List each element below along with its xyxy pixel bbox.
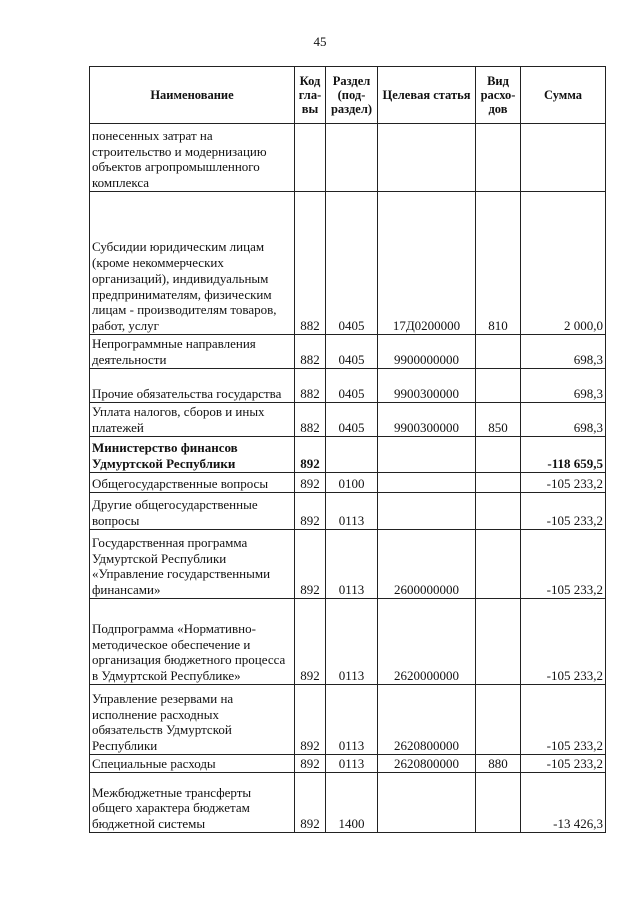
cell-target: [378, 493, 476, 530]
cell-chapter: 882: [295, 369, 326, 403]
cell-section: 0113: [326, 755, 378, 773]
table-row: [90, 192, 606, 335]
page-number: 45: [313, 34, 327, 49]
cell-name: Министерство финансов Удмуртской Республики: [90, 437, 295, 473]
cell-chapter: 892: [295, 437, 326, 473]
cell-type: [476, 599, 521, 685]
header-name: Наименование: [90, 67, 295, 124]
cell-target: 2620000000: [378, 599, 476, 685]
cell-name: Межбюджетные трансферты общего характера бюджетам бюджетной системы: [90, 773, 295, 833]
cell-section: 1400: [326, 773, 378, 833]
cell-sum: -105 233,2: [521, 530, 606, 599]
cell-sum: -105 233,2: [521, 685, 606, 755]
cell-sum: [521, 124, 606, 192]
cell-sum: -105 233,2: [521, 473, 606, 493]
cell-name: Непрограммные направления деятельности: [90, 335, 295, 369]
cell-target: [378, 473, 476, 493]
cell-sum: -13 426,3: [521, 773, 606, 833]
cell-section: [326, 437, 378, 473]
cell-name: Государственная программа Удмуртской Республики «Управление государственными финансами»: [90, 530, 295, 599]
cell-name: Управление резервами на исполнение расходных обязательств Удмуртской Республики: [90, 685, 295, 755]
cell-sum: 2 000,0: [521, 192, 606, 335]
cell-name: Подпрограмма «Нормативно-методическое обеспечение и организация бюджетного процесса в Удмуртской Республике»: [90, 599, 295, 685]
cell-sum: 698,3: [521, 403, 606, 437]
cell-type: 850: [476, 403, 521, 437]
cell-target: [378, 773, 476, 833]
cell-target: 2620800000: [378, 755, 476, 773]
cell-target: 9900300000: [378, 403, 476, 437]
cell-chapter: 892: [295, 530, 326, 599]
table-row: [90, 599, 606, 685]
cell-section: 0405: [326, 403, 378, 437]
cell-target: 9900300000: [378, 369, 476, 403]
header-type: Вид расхо-дов: [476, 67, 521, 124]
cell-section: 0405: [326, 192, 378, 335]
cell-type: [476, 473, 521, 493]
cell-type: [476, 773, 521, 833]
cell-section: 0113: [326, 493, 378, 530]
cell-type: 810: [476, 192, 521, 335]
cell-name: Общегосударственные вопросы: [90, 473, 295, 493]
header-sum: Сумма: [521, 67, 606, 124]
cell-name: Уплата налогов, сборов и иных платежей: [90, 403, 295, 437]
cell-section: 0405: [326, 369, 378, 403]
cell-name: Прочие обязательства государства: [90, 369, 295, 403]
cell-target: [378, 124, 476, 192]
cell-target: 2600000000: [378, 530, 476, 599]
cell-chapter: 882: [295, 403, 326, 437]
cell-sum: -105 233,2: [521, 493, 606, 530]
header-section: Раздел (под-раздел): [326, 67, 378, 124]
cell-section: 0405: [326, 335, 378, 369]
cell-type: [476, 369, 521, 403]
cell-target: 9900000000: [378, 335, 476, 369]
header-target: Целевая статья: [378, 67, 476, 124]
cell-name: Другие общегосударственные вопросы: [90, 493, 295, 530]
cell-type: [476, 530, 521, 599]
table-row: [90, 530, 606, 599]
cell-target: 17Д0200000: [378, 192, 476, 335]
table-header-row: [90, 67, 606, 124]
table-row: [90, 685, 606, 755]
cell-chapter: 892: [295, 599, 326, 685]
cell-chapter: 882: [295, 335, 326, 369]
cell-target: 2620800000: [378, 685, 476, 755]
cell-target: [378, 437, 476, 473]
cell-sum: -118 659,5: [521, 437, 606, 473]
cell-sum: -105 233,2: [521, 599, 606, 685]
table-row: [90, 493, 606, 530]
cell-section: 0113: [326, 599, 378, 685]
header-chapter: Код гла-вы: [295, 67, 326, 124]
cell-type: [476, 685, 521, 755]
cell-type: [476, 493, 521, 530]
cell-chapter: 892: [295, 685, 326, 755]
cell-name: Субсидии юридическим лицам (кроме некоммерческих организаций), индивидуальным предпринимателям, физическим лицам - производителям товаров, работ, услуг: [90, 192, 295, 335]
table-row: [90, 773, 606, 833]
cell-type: [476, 335, 521, 369]
cell-section: 0100: [326, 473, 378, 493]
cell-chapter: 892: [295, 755, 326, 773]
cell-chapter: 882: [295, 192, 326, 335]
cell-section: 0113: [326, 685, 378, 755]
cell-type: [476, 437, 521, 473]
cell-chapter: 892: [295, 773, 326, 833]
budget-table: [89, 66, 606, 833]
table-row: [90, 755, 606, 773]
table-row: [90, 335, 606, 369]
cell-name: Специальные расходы: [90, 755, 295, 773]
cell-sum: 698,3: [521, 369, 606, 403]
cell-chapter: 892: [295, 473, 326, 493]
table-row: [90, 124, 606, 192]
cell-sum: -105 233,2: [521, 755, 606, 773]
cell-type: 880: [476, 755, 521, 773]
table-row: [90, 473, 606, 493]
table-row: [90, 437, 606, 473]
cell-chapter: 892: [295, 493, 326, 530]
cell-section: [326, 124, 378, 192]
cell-sum: 698,3: [521, 335, 606, 369]
cell-name: понесенных затрат на строительство и модернизацию объектов агропромышленного комплекса: [90, 124, 295, 192]
table-row: [90, 369, 606, 403]
cell-chapter: [295, 124, 326, 192]
cell-type: [476, 124, 521, 192]
table-row: [90, 403, 606, 437]
cell-section: 0113: [326, 530, 378, 599]
